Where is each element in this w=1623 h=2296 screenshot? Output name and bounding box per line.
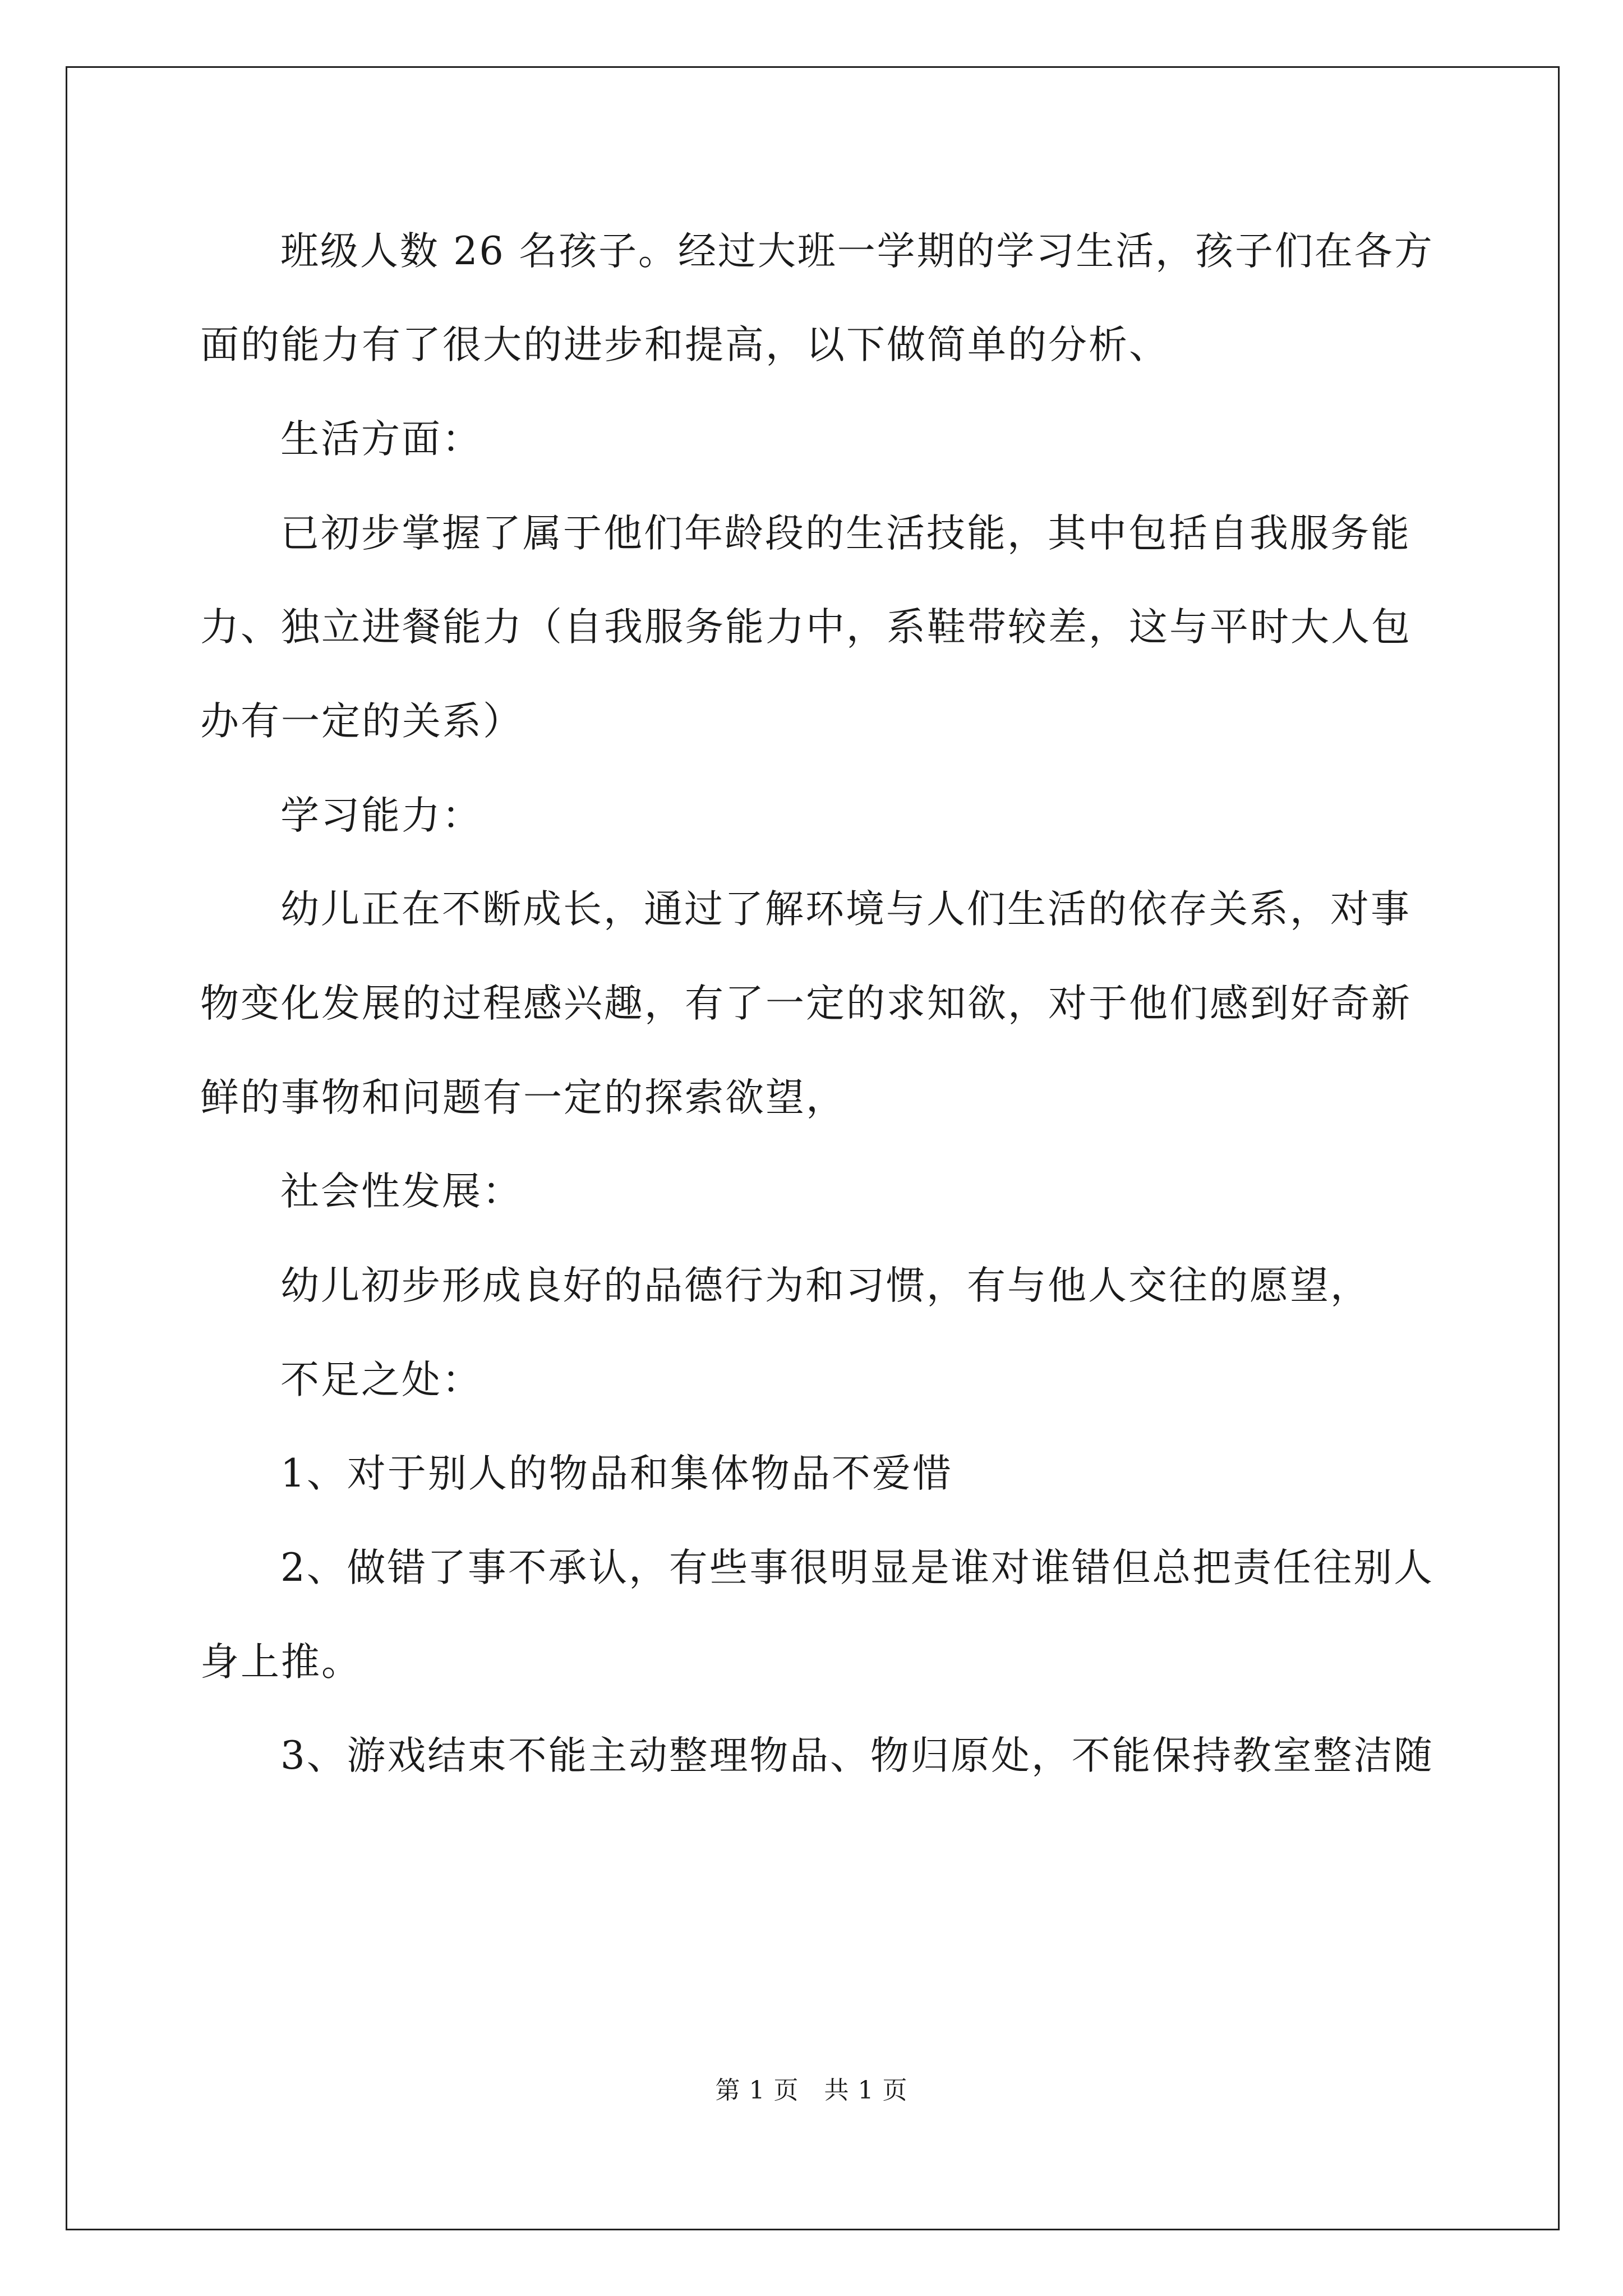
paragraph-line: 面的能力有了很大的进步和提高，以下做简单的分析、 — [200, 323, 1169, 367]
paragraph-line: 办有一定的关系） — [200, 699, 523, 744]
list-item: 2、做错了事不承认，有些事很明显是谁对谁错但总把责任往别人 — [280, 1545, 1434, 1590]
section-heading: 社会性发展： — [280, 1169, 523, 1214]
list-item-continuation: 身上推。 — [200, 1640, 362, 1685]
paragraph-line: 幼儿初步形成良好的品德行为和习惯，有与他人交往的愿望， — [280, 1263, 1371, 1308]
paragraph-line: 鲜的事物和问题有一定的探索欲望， — [200, 1075, 846, 1120]
paragraph-line: 力、独立进餐能力（自我服务能力中，系鞋带较差，这与平时大人包 — [200, 605, 1412, 650]
list-item: 3、游戏结束不能主动整理物品、物归原处，不能保持教室整洁随 — [280, 1733, 1434, 1778]
section-heading: 生活方面： — [280, 417, 482, 462]
paragraph-line: 班级人数 26 名孩子。经过大班一学期的学习生活，孩子们在各方 — [280, 229, 1434, 274]
paragraph-line: 幼儿正在不断成长，通过了解环境与人们生活的依存关系，对事 — [280, 887, 1411, 932]
section-heading: 学习能力： — [280, 793, 482, 838]
list-item: 1、对于别人的物品和集体物品不爱惜 — [280, 1451, 953, 1496]
paragraph-line: 已初步掌握了属于他们年龄段的生活技能，其中包括自我服务能 — [280, 511, 1411, 556]
page-footer: 第 1 页 共 1 页 — [715, 2076, 908, 2105]
paragraph-line: 物变化发展的过程感兴趣，有了一定的求知欲，对于他们感到好奇新 — [200, 981, 1412, 1026]
section-heading: 不足之处： — [280, 1358, 482, 1402]
page-border — [66, 66, 1560, 2230]
